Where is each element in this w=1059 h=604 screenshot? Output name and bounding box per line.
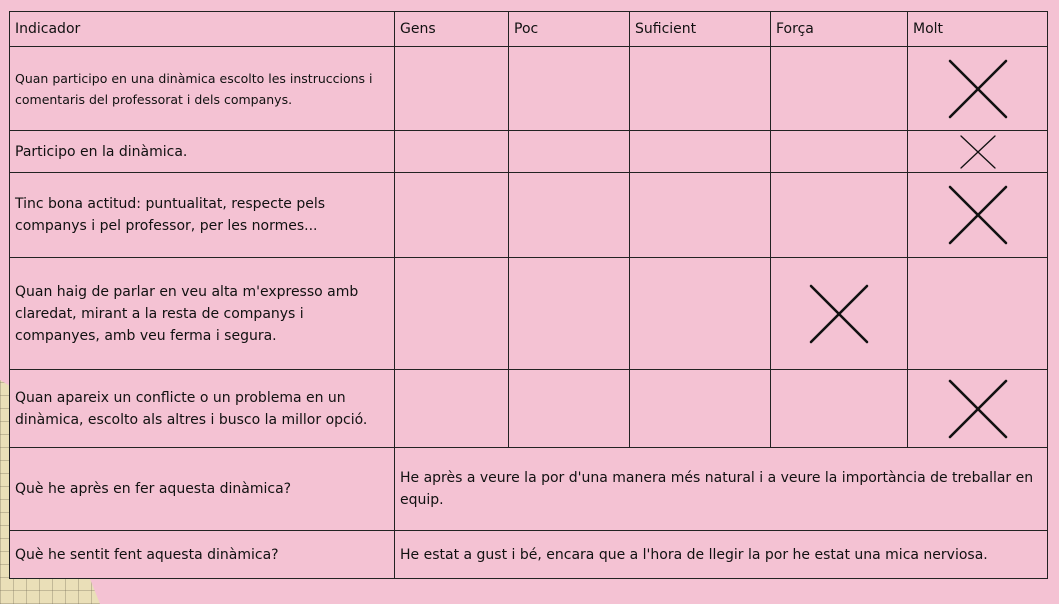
cross-mark-icon xyxy=(947,378,1009,440)
cell-gens xyxy=(395,258,509,370)
cell-molt xyxy=(908,131,1048,173)
cell-poc xyxy=(509,370,630,448)
reflection-row xyxy=(10,448,1048,531)
reflection-question: Què he après en fer aquesta dinàmica? xyxy=(10,448,395,531)
cell-poc xyxy=(509,173,630,258)
indicator-text: Tinc bona actitud: puntualitat, respecte pels companys i pel professor, per les normes... xyxy=(10,173,395,258)
cross-mark-icon xyxy=(958,134,998,170)
cell-gens xyxy=(395,173,509,258)
cell-poc xyxy=(509,47,630,131)
cell-suficient xyxy=(630,131,771,173)
cell-gens xyxy=(395,47,509,131)
header-poc: Poc xyxy=(509,12,630,47)
cross-mark-icon xyxy=(947,58,1009,120)
cell-suficient xyxy=(630,258,771,370)
header-gens: Gens xyxy=(395,12,509,47)
indicator-row xyxy=(10,258,1048,370)
cell-forca xyxy=(771,173,908,258)
header-indicador: Indicador xyxy=(10,12,395,47)
header-suficient: Suficient xyxy=(630,12,771,47)
indicator-text: Participo en la dinàmica. xyxy=(10,131,395,173)
cell-gens xyxy=(395,131,509,173)
cell-molt xyxy=(908,370,1048,448)
reflection-answer: He après a veure la por d'una manera més natural i a veure la importància de treballar en equip. xyxy=(395,448,1048,531)
cell-gens xyxy=(395,370,509,448)
cell-molt xyxy=(908,47,1048,131)
cross-mark-icon xyxy=(808,283,870,345)
cell-suficient xyxy=(630,173,771,258)
indicator-text: Quan apareix un conflicte o un problema en un dinàmica, escolto als altres i busco la millor opció. xyxy=(10,370,395,448)
indicator-row xyxy=(10,131,1048,173)
header-molt: Molt xyxy=(908,12,1048,47)
reflection-answer: He estat a gust i bé, encara que a l'hora de llegir la por he estat una mica nerviosa. xyxy=(395,531,1048,579)
cell-forca xyxy=(771,370,908,448)
cell-suficient xyxy=(630,370,771,448)
cell-suficient xyxy=(630,47,771,131)
indicator-row xyxy=(10,173,1048,258)
header-row xyxy=(10,12,1048,47)
cell-forca xyxy=(771,47,908,131)
cell-forca xyxy=(771,258,908,370)
self-evaluation-table xyxy=(9,11,1048,579)
reflection-question: Què he sentit fent aquesta dinàmica? xyxy=(10,531,395,579)
reflection-row xyxy=(10,531,1048,579)
cell-poc xyxy=(509,258,630,370)
cross-mark-icon xyxy=(947,184,1009,246)
indicator-text: Quan participo en una dinàmica escolto les instruccions i comentaris del professorat i dels companys. xyxy=(10,47,395,131)
cell-molt xyxy=(908,258,1048,370)
indicator-row xyxy=(10,47,1048,131)
header-forca: Força xyxy=(771,12,908,47)
cell-forca xyxy=(771,131,908,173)
cell-poc xyxy=(509,131,630,173)
cell-molt xyxy=(908,173,1048,258)
indicator-text: Quan haig de parlar en veu alta m'expresso amb claredat, mirant a la resta de companys i companyes, amb veu ferma i segura. xyxy=(10,258,395,370)
indicator-row xyxy=(10,370,1048,448)
